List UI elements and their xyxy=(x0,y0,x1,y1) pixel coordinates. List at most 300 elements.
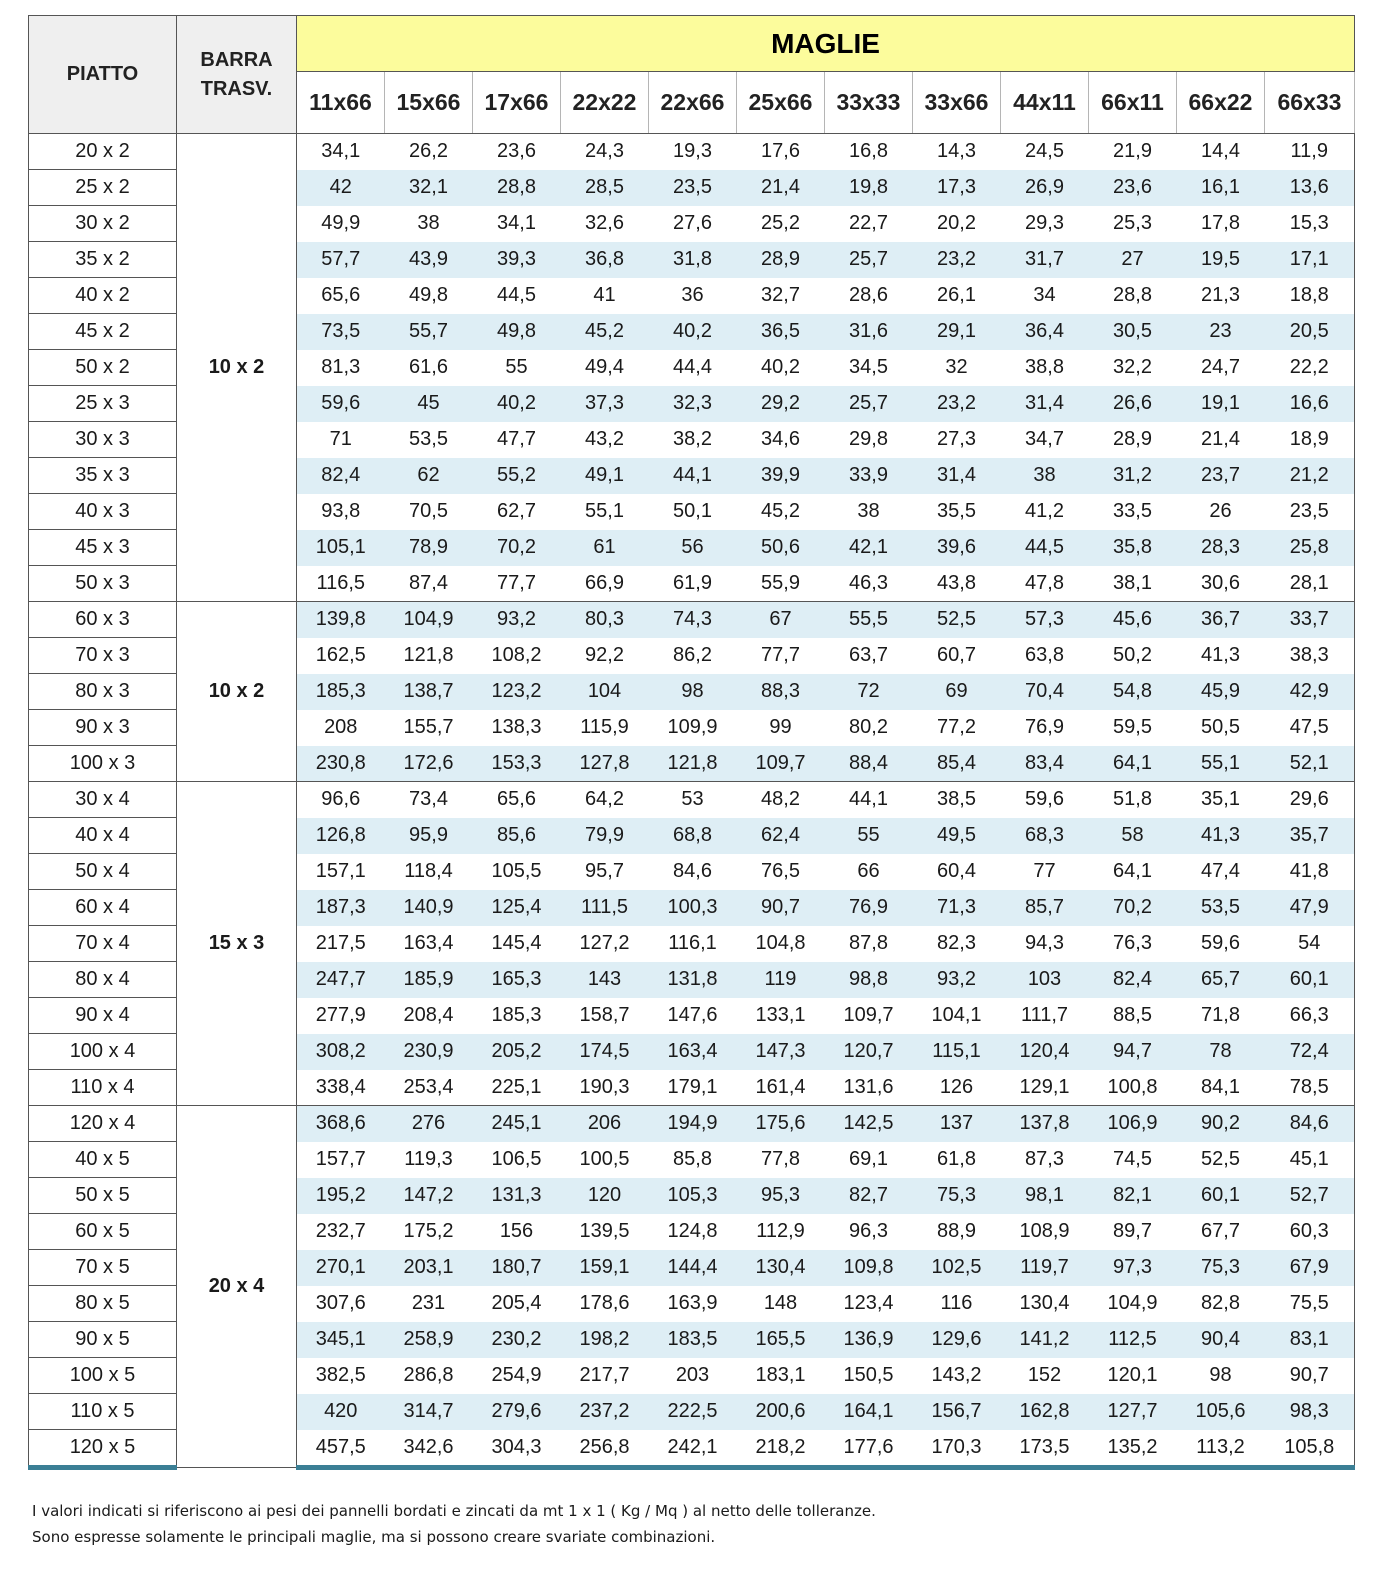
mesh-header-cell: 33x33 xyxy=(825,72,913,134)
value-cell: 108,2 xyxy=(491,644,542,666)
value-cell: 187,3 xyxy=(297,890,385,926)
value-cell: 87,4 xyxy=(409,571,448,594)
value-cell: 41,3 xyxy=(1201,644,1240,666)
value-cell: 138,7 xyxy=(385,674,473,710)
value-cell: 345,1 xyxy=(297,1322,385,1358)
value-cell: 43,9 xyxy=(385,242,473,278)
value-cell: 45,1 xyxy=(1265,1142,1355,1178)
piatto-header: PIATTO xyxy=(29,16,177,134)
piatto-cell: 45 x 3 xyxy=(29,530,177,566)
note-line-1: I valori indicati si riferiscono ai pesi dei pannelli bordati e zincati da mt 1 x 1 ( Kg / Mq ) al netto delle tolleranze. xyxy=(32,1502,876,1520)
value-cell: 52,5 xyxy=(1201,1148,1240,1170)
piatto-cell: 70 x 3 xyxy=(29,638,177,674)
value-cell: 59,6 xyxy=(1201,932,1240,954)
value-cell: 150,5 xyxy=(843,1364,894,1386)
value-cell: 14,4 xyxy=(1177,134,1265,170)
value-cell: 85,6 xyxy=(473,818,561,854)
value-cell: 52,5 xyxy=(913,602,1001,638)
value-cell: 20,5 xyxy=(1265,314,1355,350)
value-cell: 15,3 xyxy=(1265,206,1355,242)
value-cell: 77,7 xyxy=(497,571,536,594)
piatto-cell: 25 x 3 xyxy=(29,386,177,422)
value-cell: 84,1 xyxy=(1201,1075,1240,1098)
value-cell: 65,6 xyxy=(473,782,561,818)
value-cell: 112,9 xyxy=(756,1220,805,1242)
value-cell: 135,2 xyxy=(1089,1430,1177,1468)
value-cell: 247,7 xyxy=(297,962,385,998)
value-cell: 230,2 xyxy=(473,1322,561,1358)
value-cell: 36,5 xyxy=(737,314,825,350)
value-cell: 38,5 xyxy=(913,782,1001,818)
value-cell: 136,9 xyxy=(825,1322,913,1358)
value-cell: 16,8 xyxy=(825,134,913,170)
value-cell: 34,1 xyxy=(497,212,536,234)
value-cell: 92,2 xyxy=(585,644,624,666)
value-cell: 129,6 xyxy=(913,1322,1001,1358)
value-cell: 23 xyxy=(1177,314,1265,350)
value-cell: 44,1 xyxy=(649,458,737,494)
value-cell: 307,6 xyxy=(315,1292,366,1314)
value-cell: 113,2 xyxy=(1177,1430,1265,1468)
value-cell: 76,9 xyxy=(825,890,913,926)
value-cell: 174,5 xyxy=(561,1034,649,1070)
note-line-2: Sono espresse solamente le principali maglie, ma si possono creare svariate combinazioni. xyxy=(32,1528,716,1546)
value-cell: 23,6 xyxy=(473,134,561,170)
value-cell: 82,8 xyxy=(1201,1292,1240,1314)
value-cell: 94,3 xyxy=(1025,932,1064,954)
value-cell: 31,4 xyxy=(913,458,1001,494)
value-cell: 98 xyxy=(649,674,737,710)
value-cell: 66,3 xyxy=(1265,998,1355,1034)
value-cell: 77,7 xyxy=(761,644,800,666)
piatto-cell: 110 x 4 xyxy=(29,1070,177,1106)
value-cell: 26,9 xyxy=(1001,170,1089,206)
value-cell: 73,4 xyxy=(385,782,473,818)
value-cell: 55,5 xyxy=(825,602,913,638)
value-cell: 130,4 xyxy=(1019,1292,1070,1314)
value-cell: 68,3 xyxy=(1001,818,1089,854)
value-cell: 34,6 xyxy=(761,428,800,450)
value-cell: 420 xyxy=(297,1394,385,1430)
value-cell: 44,4 xyxy=(673,356,712,378)
value-cell: 203 xyxy=(675,1364,710,1386)
barra-cell: 10 x 2 xyxy=(177,134,297,602)
value-cell: 50,6 xyxy=(737,530,825,566)
value-cell: 457,5 xyxy=(297,1430,385,1468)
value-cell: 62 xyxy=(385,458,473,494)
value-cell: 13,6 xyxy=(1265,170,1355,206)
value-cell: 23,2 xyxy=(913,242,1001,278)
piatto-cell: 35 x 3 xyxy=(29,458,177,494)
value-cell: 98,3 xyxy=(1265,1394,1355,1430)
value-cell: 16,6 xyxy=(1265,386,1355,422)
value-cell: 49,1 xyxy=(561,458,649,494)
value-cell: 131,3 xyxy=(473,1178,561,1214)
value-cell: 111,7 xyxy=(1020,1004,1069,1026)
value-cell: 112,5 xyxy=(1089,1322,1177,1358)
value-cell: 63,8 xyxy=(1025,644,1064,666)
value-cell: 100,5 xyxy=(579,1148,630,1170)
value-cell: 98 xyxy=(1209,1364,1232,1386)
value-cell: 24,5 xyxy=(1001,134,1089,170)
piatto-cell: 40 x 5 xyxy=(29,1142,177,1178)
table-body xyxy=(29,134,1355,1468)
value-cell: 155,7 xyxy=(403,716,454,738)
mesh-header-cell: 17x66 xyxy=(473,72,561,134)
value-cell: 28,8 xyxy=(473,170,561,206)
piatto-cell: 100 x 5 xyxy=(29,1358,177,1394)
value-cell: 39,6 xyxy=(913,530,1001,566)
value-cell: 165,5 xyxy=(737,1322,825,1358)
piatto-cell: 40 x 4 xyxy=(29,818,177,854)
value-cell: 67,7 xyxy=(1201,1220,1240,1242)
value-cell: 70,2 xyxy=(473,530,561,566)
value-cell: 120,4 xyxy=(1001,1034,1089,1070)
value-cell: 25,8 xyxy=(1265,530,1355,566)
value-cell: 159,1 xyxy=(561,1250,649,1286)
value-cell: 37,3 xyxy=(561,386,649,422)
value-cell: 137 xyxy=(913,1106,1001,1142)
value-cell: 109,7 xyxy=(737,746,825,782)
value-cell: 32 xyxy=(945,356,968,378)
value-cell: 48,2 xyxy=(737,782,825,818)
value-cell: 66,9 xyxy=(585,571,624,594)
value-cell: 88,3 xyxy=(737,674,825,710)
value-cell: 81,3 xyxy=(321,356,361,378)
value-cell: 342,6 xyxy=(385,1430,473,1468)
value-cell: 25,7 xyxy=(825,386,913,422)
value-cell: 245,1 xyxy=(473,1106,561,1142)
value-cell: 116,1 xyxy=(668,932,717,954)
value-cell: 205,4 xyxy=(491,1292,542,1314)
value-cell: 64,2 xyxy=(561,782,649,818)
value-cell: 34,1 xyxy=(297,134,385,170)
value-cell: 49,4 xyxy=(585,356,624,378)
barra-cell: 15 x 3 xyxy=(177,782,297,1106)
value-cell: 237,2 xyxy=(561,1394,649,1430)
value-cell: 148 xyxy=(763,1292,798,1314)
value-cell: 115,9 xyxy=(580,716,629,738)
value-cell: 45,9 xyxy=(1177,674,1265,710)
value-cell: 156,7 xyxy=(913,1394,1001,1430)
value-cell: 61,8 xyxy=(937,1148,976,1170)
piatto-cell: 60 x 3 xyxy=(29,602,177,638)
value-cell: 61,6 xyxy=(409,356,448,378)
value-cell: 49,8 xyxy=(409,284,448,306)
value-cell: 18,8 xyxy=(1265,278,1355,314)
value-cell: 77,8 xyxy=(761,1148,800,1170)
value-cell: 47,4 xyxy=(1201,860,1240,882)
value-cell: 232,7 xyxy=(315,1220,366,1242)
value-cell: 71,8 xyxy=(1201,1004,1240,1026)
value-cell: 40,2 xyxy=(761,356,800,378)
value-cell: 104,8 xyxy=(755,932,806,954)
value-cell: 68,8 xyxy=(649,818,737,854)
value-cell: 27,3 xyxy=(937,428,976,450)
value-cell: 89,7 xyxy=(1113,1220,1152,1242)
value-cell: 32,2 xyxy=(1113,356,1152,378)
value-cell: 21,4 xyxy=(737,170,825,206)
value-cell: 127,8 xyxy=(561,746,649,782)
value-cell: 63,7 xyxy=(849,644,888,666)
value-cell: 79,9 xyxy=(561,818,649,854)
value-cell: 50,5 xyxy=(1201,716,1240,738)
value-cell: 17,8 xyxy=(1201,212,1240,234)
value-cell: 43,8 xyxy=(937,571,976,594)
value-cell: 55,9 xyxy=(761,571,800,594)
value-cell: 129,1 xyxy=(1019,1075,1070,1098)
value-cell: 183,5 xyxy=(649,1322,737,1358)
value-cell: 11,9 xyxy=(1265,134,1355,170)
value-cell: 26,2 xyxy=(385,134,473,170)
mesh-header-cell: 44x11 xyxy=(1001,72,1089,134)
piatto-cell: 60 x 4 xyxy=(29,890,177,926)
value-cell: 125,4 xyxy=(473,890,561,926)
value-cell: 80,2 xyxy=(849,716,888,738)
value-cell: 338,4 xyxy=(315,1075,366,1098)
value-cell: 32,3 xyxy=(649,386,737,422)
value-cell: 105,5 xyxy=(491,860,542,882)
value-cell: 104 xyxy=(561,674,649,710)
value-cell: 183,1 xyxy=(755,1364,806,1386)
value-cell: 42,9 xyxy=(1265,674,1355,710)
value-cell: 85,4 xyxy=(913,746,1001,782)
value-cell: 28,9 xyxy=(737,242,825,278)
value-cell: 29,3 xyxy=(1025,212,1064,234)
value-cell: 127,7 xyxy=(1089,1394,1177,1430)
value-cell: 230,9 xyxy=(385,1034,473,1070)
value-cell: 382,5 xyxy=(315,1364,366,1386)
value-cell: 69 xyxy=(913,674,1001,710)
value-cell: 277,9 xyxy=(315,1004,366,1026)
value-cell: 75,3 xyxy=(913,1178,1001,1214)
value-cell: 41 xyxy=(593,284,616,306)
value-cell: 87,3 xyxy=(1025,1148,1064,1170)
value-cell: 59,6 xyxy=(1001,782,1089,818)
value-cell: 31,8 xyxy=(649,242,737,278)
value-cell: 64,1 xyxy=(1089,746,1177,782)
value-cell: 22,7 xyxy=(849,212,888,234)
value-cell: 60,7 xyxy=(937,644,976,666)
value-cell: 56 xyxy=(649,530,737,566)
value-cell: 28,6 xyxy=(849,284,888,306)
mesh-header-cell: 22x66 xyxy=(649,72,737,134)
value-cell: 36,7 xyxy=(1177,602,1265,638)
value-cell: 153,3 xyxy=(473,746,561,782)
value-cell: 72 xyxy=(825,674,913,710)
value-cell: 38 xyxy=(1001,458,1089,494)
value-cell: 74,5 xyxy=(1113,1148,1152,1170)
value-cell: 98,1 xyxy=(1001,1178,1089,1214)
value-cell: 109,8 xyxy=(825,1250,913,1286)
value-cell: 54 xyxy=(1265,926,1355,962)
value-cell: 162,8 xyxy=(1001,1394,1089,1430)
value-cell: 19,8 xyxy=(825,170,913,206)
value-cell: 40,2 xyxy=(473,386,561,422)
value-cell: 206 xyxy=(561,1106,649,1142)
value-cell: 42 xyxy=(297,170,385,206)
value-cell: 25,7 xyxy=(825,242,913,278)
value-cell: 95,7 xyxy=(585,860,624,882)
value-cell: 105,3 xyxy=(649,1178,737,1214)
value-cell: 19,1 xyxy=(1177,386,1265,422)
value-cell: 203,1 xyxy=(385,1250,473,1286)
value-cell: 121,8 xyxy=(649,746,737,782)
value-cell: 65,7 xyxy=(1177,962,1265,998)
value-cell: 45,2 xyxy=(561,314,649,350)
value-cell: 23,5 xyxy=(649,170,737,206)
value-cell: 66 xyxy=(857,860,880,882)
value-cell: 31,7 xyxy=(1001,242,1089,278)
value-cell: 276 xyxy=(385,1106,473,1142)
value-cell: 100,3 xyxy=(649,890,737,926)
value-cell: 157,7 xyxy=(315,1148,366,1170)
value-cell: 25,2 xyxy=(761,212,800,234)
value-cell: 179,1 xyxy=(667,1075,718,1098)
piatto-cell: 30 x 3 xyxy=(29,422,177,458)
value-cell: 35,1 xyxy=(1177,782,1265,818)
value-cell: 180,7 xyxy=(473,1250,561,1286)
value-cell: 161,4 xyxy=(755,1075,806,1098)
value-cell: 152 xyxy=(1027,1364,1062,1386)
value-cell: 308,2 xyxy=(297,1034,385,1070)
value-cell: 32,6 xyxy=(585,212,624,234)
value-cell: 17,6 xyxy=(737,134,825,170)
value-cell: 131,6 xyxy=(843,1075,894,1098)
header-row-top xyxy=(29,16,1355,72)
value-cell: 36,4 xyxy=(1001,314,1089,350)
value-cell: 98,8 xyxy=(825,962,913,998)
mesh-header-cell: 33x66 xyxy=(913,72,1001,134)
value-cell: 121,8 xyxy=(403,644,454,666)
value-cell: 123,2 xyxy=(473,674,561,710)
value-cell: 53,5 xyxy=(409,428,448,450)
value-cell: 120,7 xyxy=(825,1034,913,1070)
piatto-cell: 25 x 2 xyxy=(29,170,177,206)
value-cell: 144,4 xyxy=(649,1250,737,1286)
value-cell: 253,4 xyxy=(403,1075,454,1098)
value-cell: 163,4 xyxy=(649,1034,737,1070)
value-cell: 64,1 xyxy=(1113,860,1152,882)
value-cell: 28,5 xyxy=(561,170,649,206)
value-cell: 65,6 xyxy=(321,284,361,306)
value-cell: 26,1 xyxy=(937,284,976,306)
value-cell: 116,5 xyxy=(316,571,366,594)
piatto-cell: 40 x 2 xyxy=(29,278,177,314)
value-cell: 21,9 xyxy=(1089,134,1177,170)
value-cell: 88,9 xyxy=(937,1220,976,1242)
value-cell: 118,4 xyxy=(404,860,453,882)
value-cell: 29,6 xyxy=(1265,782,1355,818)
value-cell: 59,5 xyxy=(1113,716,1152,738)
value-cell: 35,8 xyxy=(1089,530,1177,566)
value-cell: 126,8 xyxy=(297,818,385,854)
value-cell: 165,3 xyxy=(473,962,561,998)
value-cell: 24,3 xyxy=(561,134,649,170)
value-cell: 46,3 xyxy=(849,571,888,594)
value-cell: 170,3 xyxy=(913,1430,1001,1468)
value-cell: 185,9 xyxy=(385,962,473,998)
value-cell: 90,4 xyxy=(1177,1322,1265,1358)
value-cell: 36,8 xyxy=(561,242,649,278)
weights-table xyxy=(28,15,1355,1470)
value-cell: 96,3 xyxy=(849,1220,888,1242)
value-cell: 67 xyxy=(737,602,825,638)
value-cell: 231 xyxy=(411,1292,446,1314)
value-cell: 70,4 xyxy=(1001,674,1089,710)
value-cell: 99 xyxy=(769,716,792,738)
value-cell: 17,3 xyxy=(913,170,1001,206)
value-cell: 314,7 xyxy=(385,1394,473,1430)
value-cell: 22,2 xyxy=(1265,350,1355,386)
value-cell: 82,4 xyxy=(297,458,385,494)
value-cell: 84,6 xyxy=(673,860,712,882)
value-cell: 140,9 xyxy=(385,890,473,926)
value-cell: 32,7 xyxy=(761,284,800,306)
value-cell: 105,6 xyxy=(1177,1394,1265,1430)
value-cell: 85,8 xyxy=(673,1148,712,1170)
value-cell: 35,7 xyxy=(1265,818,1355,854)
value-cell: 185,3 xyxy=(297,674,385,710)
value-cell: 84,6 xyxy=(1265,1106,1355,1142)
value-cell: 78,9 xyxy=(385,530,473,566)
value-cell: 147,6 xyxy=(667,1004,718,1026)
value-cell: 368,6 xyxy=(297,1106,385,1142)
value-cell: 119,7 xyxy=(1001,1250,1089,1286)
value-cell: 40,2 xyxy=(649,314,737,350)
value-cell: 61,9 xyxy=(673,571,712,594)
value-cell: 139,5 xyxy=(579,1220,630,1242)
value-cell: 208,4 xyxy=(403,1004,454,1026)
value-cell: 27,6 xyxy=(673,212,712,234)
value-cell: 29,1 xyxy=(913,314,1001,350)
value-cell: 104,9 xyxy=(385,602,473,638)
value-cell: 279,6 xyxy=(473,1394,561,1430)
value-cell: 97,3 xyxy=(1089,1250,1177,1286)
value-cell: 47,8 xyxy=(1025,571,1064,594)
value-cell: 25,3 xyxy=(1113,212,1152,234)
value-cell: 82,1 xyxy=(1089,1178,1177,1214)
piatto-cell: 70 x 5 xyxy=(29,1250,177,1286)
value-cell: 47,5 xyxy=(1265,710,1355,746)
value-cell: 67,9 xyxy=(1265,1250,1355,1286)
value-cell: 175,6 xyxy=(737,1106,825,1142)
value-cell: 225,1 xyxy=(491,1075,542,1098)
value-cell: 50,2 xyxy=(1113,644,1152,666)
value-cell: 30,5 xyxy=(1089,314,1177,350)
value-cell: 19,3 xyxy=(649,134,737,170)
value-cell: 23,2 xyxy=(913,386,1001,422)
piatto-cell: 50 x 3 xyxy=(29,566,177,602)
value-cell: 55,2 xyxy=(473,458,561,494)
value-cell: 254,9 xyxy=(491,1364,542,1386)
piatto-cell: 50 x 2 xyxy=(29,350,177,386)
value-cell: 53,5 xyxy=(1177,890,1265,926)
value-cell: 27 xyxy=(1089,242,1177,278)
value-cell: 139,8 xyxy=(297,602,385,638)
value-cell: 30,6 xyxy=(1201,571,1240,594)
value-cell: 70,2 xyxy=(1089,890,1177,926)
value-cell: 41,8 xyxy=(1265,854,1355,890)
value-cell: 286,8 xyxy=(403,1364,454,1386)
value-cell: 24,7 xyxy=(1201,356,1240,378)
value-cell: 76,9 xyxy=(1025,716,1064,738)
value-cell: 14,3 xyxy=(913,134,1001,170)
piatto-cell: 30 x 2 xyxy=(29,206,177,242)
value-cell: 108,9 xyxy=(1019,1220,1070,1242)
value-cell: 44,5 xyxy=(497,284,536,306)
value-cell: 55,7 xyxy=(385,314,473,350)
